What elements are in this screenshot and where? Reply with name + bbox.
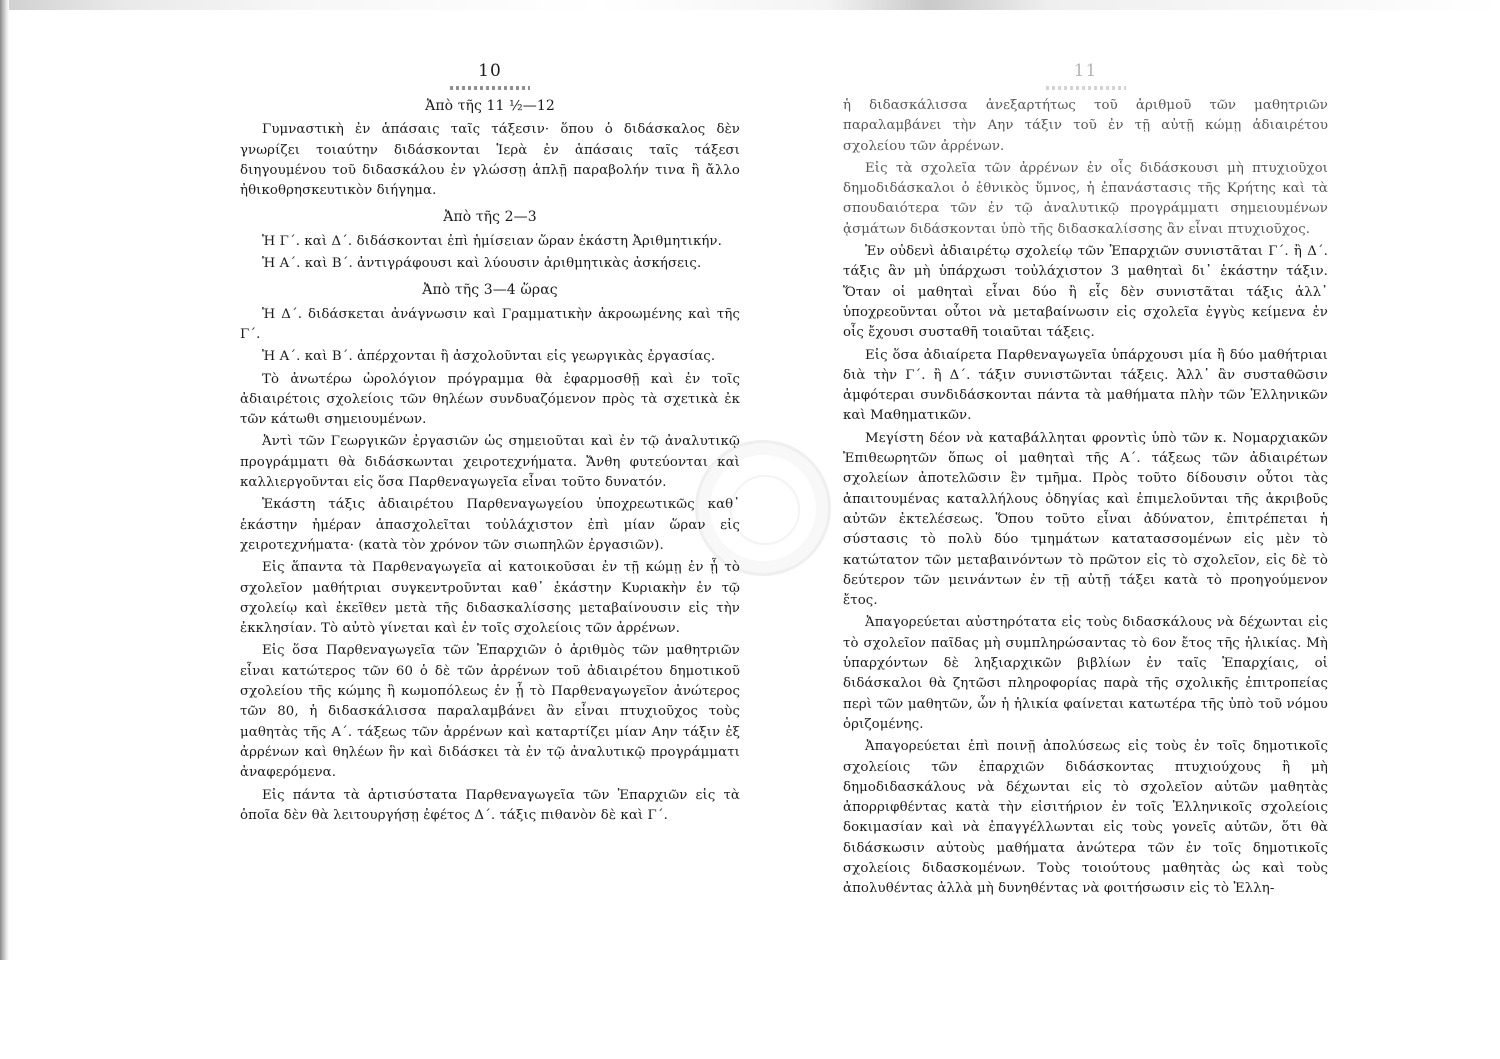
paragraph: Μεγίστη δέον νὰ καταβάλληται φροντὶς ὑπὸ τῶν κ. Νομαρχιακῶν Ἐπιθεωρητῶν ὅπως οἱ μαθηταὶ τῆς Α΄. τάξεως τῶν ἀδιαιρέτων σχολείων ἀποτελῶσιν ἓν τμῆμα. Πρὸς τοῦτο δίδουσιν οὗτοι τὰς ἀπαιτουμένας καταλλήλους ὁδηγίας καὶ ἐπιμελοῦνται τῆς ἀκριβοῦς αὐτῶν ἐκτελέσεως. Ὅπου τοῦτο εἶναι ἀδύνατον, ἐπιτρέπεται ἡ σύστασις τὸ πολὺ δύο τμημάτων κατατασσομένων εἰς μὲν τὸ κατώτατον τῶν μεταβαινόντων τὸ πρῶτον εἰς τὸ σχολεῖον, εἰς δὲ τὸ δεύτερον τῶν μεινάντων ἐν τῇ αὐτῇ τάξει κατὰ τὸ προηγούμενον ἔτος. bbox=[843, 430, 1328, 609]
paragraph: Ἀντὶ τῶν Γεωργικῶν ἐργασιῶν ὡς σημειοῦται καὶ ἐν τῷ ἀναλυτικῷ προγράμματι θὰ διδάσκωνται χειροτεχνήματα. Ἄνθη φυτεύονται καὶ καλλιεργοῦνται εἰς ὅσα Παρθεναγωγεῖα εἶναι τοῦτο δυνατόν. bbox=[240, 434, 740, 491]
paragraph: Ἀπαγορεύεται ἐπὶ ποινῇ ἀπολύσεως εἰς τοὺς ἐν τοῖς δημοτικοῖς σχολείοις τῶν ἐπαρχιῶν διδάσκοντας πτυχιούχους ἢ μὴ δημοδιδασκάλους νὰ δέχωνται εἰς τὸ σχολεῖον αὐτῶν μαθητὰς ἀπορριφθέντας κατὰ τὴν εἰσιτήριον ἐν τοῖς Ἑλληνικοῖς σχολείοις δοκιμασίαν καὶ νὰ ἐπαγγέλλωνται εἰς τοὺς γονεῖς αὐτῶν, ὅτι θὰ διδάσκωσιν αὐτοὺς μαθήματα ἀνώτερα τῶν ἐν τοῖς δημοτικοῖς σχολείοις διδασκομένων. Τοὺς τοιούτους μαθητὰς ὡς καὶ τοὺς ἀπολυθέντας ἀλλὰ μὴ δυνηθέντας νὰ φοιτήσωσιν εἰς τὸ Ἑλλη- bbox=[843, 739, 1328, 897]
paragraph: Εἰς ἅπαντα τὰ Παρθεναγωγεῖα αἱ κατοικοῦσαι ἐν τῇ κώμῃ ἐν ᾗ τὸ σχολεῖον μαθήτριαι συγκεντροῦνται καθ᾽ ἑκάστην Κυριακὴν ἐν τῷ σχολείῳ καὶ ἐκεῖθεν μετὰ τῆς διδασκαλίσσης μεταβαίνουσιν εἰς τὴν ἐκκλησίαν. Τὸ αὐτὸ γίνεται καὶ ἐν τοῖς σχολείοις τῶν ἀρρένων. bbox=[240, 560, 740, 637]
paragraph: Γυμναστικὴ ἐν ἁπάσαις ταῖς τάξεσιν· ὅπου ὁ διδάσκαλος δὲν γνωρίζει τοιαύτην διδάσκονται Ἱερὰ ἐν ἁπάσαις ταῖς τάξεσι διηγουμένου τοῦ διδασκάλου ἐν γλώσσῃ ἁπλῇ παραβολήν τινα ἢ ἄλλο ἠθικοθρησκευτικὸν διήγημα. bbox=[240, 122, 740, 199]
paragraph: Ἑκάστη τάξις ἀδιαιρέτου Παρθεναγωγείου ὑποχρεωτικῶς καθ᾽ ἑκάστην ἡμέραν ἀπασχολεῖται τοὐλάχιστον ἐπὶ μίαν ὥραν εἰς χειροτεχνήματα· (κατὰ τὸν χρόνον τῶν σιωπηλῶν ἐργασιῶν). bbox=[240, 497, 740, 553]
right-page-body bbox=[843, 96, 1328, 900]
paragraph: Ἡ Α΄. καὶ Β΄. ἀπέρχονται ἢ ἀσχολοῦνται εἰς γεωργικὰς ἐργασίας. bbox=[262, 349, 716, 365]
paragraph: Εἰς ὅσα Παρθεναγωγεῖα τῶν Ἐπαρχιῶν ὁ ἀριθμὸς τῶν μαθητριῶν εἶναι κατώτερος τῶν 60 ὁ δὲ τῶν ἀρρένων τοῦ ἀδιαιρέτου δημοτικοῦ σχολείου τῆς κώμης ἢ κωμοπόλεως ἐν ᾗ τὸ Παρθεναγωγεῖον ἀνώτερος τῶν 80, ἡ διδασκάλισσα παραλαμβάνει ἂν εἶναι πτυχιοῦχος τοὺς μαθητὰς τῆς Α΄. τάξεως τῶν ἀρρένων καὶ καταρτίζει μίαν Αην τάξιν ἐξ ἀρρένων καὶ θηλέων ἣν καὶ διδάσκει τὰ ἐν τῷ ἀναλυτικῷ προγράμματι ἀναφερόμενα. bbox=[240, 643, 740, 781]
paragraph: Ἀπαγορεύεται αὐστηρότατα εἰς τοὺς διδασκάλους νὰ δέχωνται εἰς τὸ σχολεῖον παῖδας μὴ συμπληρώσαντας τὸ 6ον ἔτος τῆς ἡλικίας. Μὴ ὑπαρχόντων δὲ ληξιαρχικῶν βιβλίων ἐν ταῖς Ἐπαρχίαις, οἱ διδάσκαλοι θὰ ζητῶσι πληροφορίας παρὰ τῆς σχολικῆς ἐπιτροπείας περὶ τῶν μαθητῶν, ὧν ἡ ἡλικία φαίνεται κατωτέρα τῆς ὑπὸ τοῦ νόμου ὁριζομένης. bbox=[843, 615, 1328, 732]
paragraph: Ἐν οὐδενὶ ἀδιαιρέτῳ σχολείῳ τῶν Ἐπαρχιῶν συνιστᾶται Γ΄. ἢ Δ΄. τάξις ἂν μὴ ὑπάρχωσι τοὐλάχιστον 3 μαθηταὶ δι᾽ ἑκάστην τάξιν. Ὅταν οἱ μαθηταὶ εἶναι δύο ἢ εἷς δὲν συνιστᾶται τάξις ἀλλ᾽ ὑποχρεοῦνται οὗτοι νὰ μεταβαίνωσιν εἰς σχολεῖα ἐγγὺς κείμενα ἐν οἷς ἔχουσι συσταθῆ τοιαῦται τάξεις. bbox=[843, 244, 1328, 341]
paragraph: Τὸ ἀνωτέρω ὡρολόγιον πρόγραμμα θὰ ἐφαρμοσθῇ καὶ ἐν τοῖς ἀδιαιρέτοις σχολείοις τῶν θηλέων συνδυαζόμενον πρὸς τὰ σχετικὰ ἐκ τῶν κάτωθι σημειουμένων. bbox=[240, 371, 740, 428]
paragraph: Εἰς τὰ σχολεῖα τῶν ἀρρένων ἐν οἷς διδάσκουσι μὴ πτυχιοῦχοι δημοδιδάσκαλοι ὁ ἐθνικὸς ὕμνος, ἡ ἐπανάστασις τῆς Κρήτης καὶ τὰ σπουδαιότερα τῶν ἐν τῷ ἀναλυτικῷ προγράμματι σημειουμένων ᾀσμάτων διδάσκονται ὑπὸ τῆς διδασκαλίσσης ἂν εἶναι πτυχιοῦχος. bbox=[843, 160, 1328, 237]
paragraph: Εἰς πάντα τὰ ἀρτισύστατα Παρθεναγωγεῖα τῶν Ἐπαρχιῶν εἰς τὰ ὁποῖα δὲν θὰ λειτουργήσῃ ἐφέτος Δ΄. τάξις πιθανὸν δὲ καὶ Γ΄. bbox=[240, 787, 740, 823]
paragraph: Ἡ Γ΄. καὶ Δ΄. διδάσκονται ἐπὶ ἡμίσειαν ὥραν ἑκάστη Ἀριθμητικήν. bbox=[262, 233, 722, 249]
section-heading: Ἀπὸ τῆς 2—3 bbox=[443, 209, 537, 226]
paragraph: Ἡ Α΄. καὶ Β΄. ἀντιγράφουσι καὶ λύουσιν ἀριθμητικὰς ἀσκήσεις. bbox=[262, 256, 702, 272]
scan-top-edge bbox=[0, 0, 1500, 10]
header-rule bbox=[1046, 86, 1126, 90]
paragraph-continuation: ἡ διδασκάλισσα ἀνεξαρτήτως τοῦ ἀριθμοῦ τῶν μαθητριῶν παραλαμβάνει τὴν Αην τάξιν τοῦ ἐν τῇ αὐτῇ κώμῃ ἀδιαιρέτου σχολείου τῶν ἀρρένων. bbox=[843, 98, 1328, 154]
stamp-inner-ring bbox=[730, 475, 800, 545]
page-number: 10 bbox=[478, 61, 502, 81]
left-page-body bbox=[240, 96, 740, 826]
scan-bottom-margin bbox=[0, 960, 1500, 1059]
section-heading: Ἀπὸ τῆς 3—4 ὥρας bbox=[422, 282, 558, 299]
left-page bbox=[240, 58, 740, 828]
section-heading: Ἀπὸ τῆς 11 ½—12 bbox=[425, 98, 555, 114]
right-page bbox=[843, 58, 1328, 902]
paragraph: Ἡ Δ΄. διδάσκεται ἀνάγνωσιν καὶ Γραμματικὴν ἀκροωμένης καὶ τῆς Γ΄. bbox=[240, 306, 740, 342]
header-rule bbox=[450, 86, 530, 90]
paragraph: Εἰς ὅσα ἀδιαίρετα Παρθεναγωγεῖα ὑπάρχουσι μία ἢ δύο μαθήτριαι διὰ τὴν Γ΄. ἢ Δ΄. τάξιν συνιστῶνται τάξεις. Ἀλλ᾽ ἂν συσταθῶσιν ἀμφότεραι συνδιδάσκονται πάντα τὰ μαθήματα πλὴν τῶν Ἑλληνικῶν καὶ Μαθηματικῶν. bbox=[843, 347, 1328, 424]
page-number: 11 bbox=[1073, 61, 1098, 81]
scan-left-edge bbox=[0, 0, 9, 960]
